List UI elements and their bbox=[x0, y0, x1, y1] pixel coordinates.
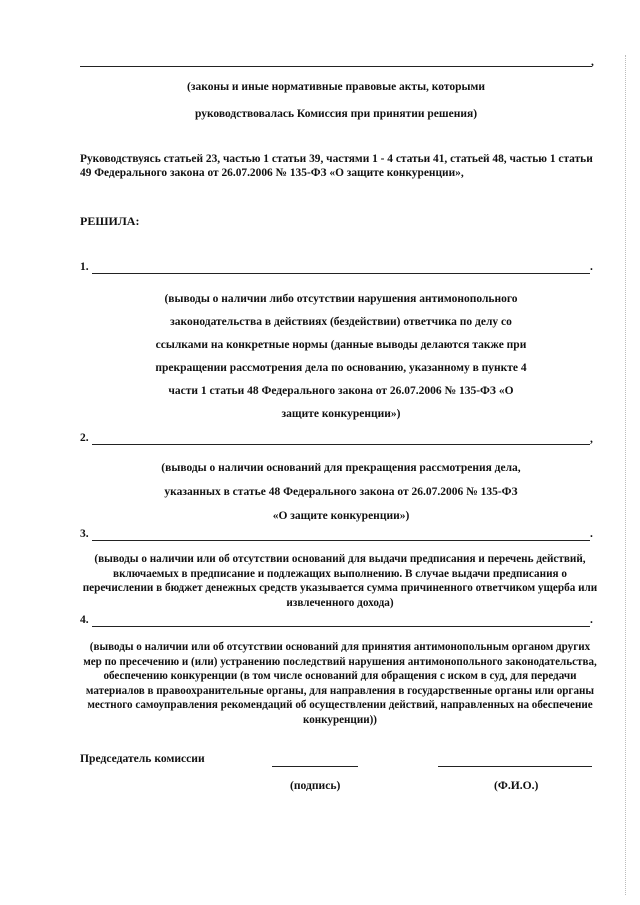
item-3-period: . bbox=[590, 528, 593, 540]
item-3-caption-line: перечислении в бюджет денежных средств указывается сумма причиненного ответчиком ущерба или bbox=[82, 582, 598, 594]
item-4-caption-line: обеспечению конкуренции (в том числе оснований для обращения с иском в суд, для передачи bbox=[103, 670, 577, 683]
item-1-caption-line: законодательства в действиях (бездействии) ответчика по делу со bbox=[170, 316, 512, 328]
item-3-caption bbox=[82, 552, 598, 610]
item-2-caption bbox=[92, 456, 590, 528]
guided-by-paragraph bbox=[80, 152, 600, 180]
item-4-caption-line: конкуренции)) bbox=[302, 713, 378, 726]
item-1-caption-line: защите конкуренции») bbox=[281, 408, 401, 420]
laws-caption-line-2: руководствовалась Комиссия при принятии решения) bbox=[194, 108, 478, 120]
signature-caption: (подпись) bbox=[290, 779, 341, 792]
item-2-caption-line: (выводы о наличии оснований для прекращения рассмотрения дела, bbox=[161, 462, 521, 474]
item-1-caption-line: прекращении рассмотрения дела по основанию, указанному в пункте 4 bbox=[155, 362, 527, 374]
item-3-caption-line: (выводы о наличии или об отсутствии оснований для выдачи предписания и перечень действий, bbox=[94, 553, 586, 565]
item-1-caption-line: ссылками на конкретные нормы (данные выводы делаются также при bbox=[155, 339, 527, 351]
laws-fill-line bbox=[80, 66, 592, 67]
laws-caption-line-1: (законы и иные нормативные правовые акты, которыми bbox=[187, 81, 485, 93]
item-2-caption-line: «О защите конкуренции») bbox=[272, 510, 410, 522]
scan-edge-line bbox=[625, 55, 626, 895]
item-2-comma: , bbox=[590, 433, 593, 445]
item-4-period: . bbox=[590, 614, 593, 626]
item-1-fill-line bbox=[92, 273, 590, 274]
laws-fill-comma: , bbox=[591, 56, 594, 68]
item-4-caption bbox=[78, 640, 602, 728]
item-4-fill-line bbox=[92, 626, 590, 627]
item-1-caption bbox=[92, 288, 590, 426]
name-line bbox=[438, 766, 592, 767]
item-4-number: 4. bbox=[80, 614, 89, 626]
item-3-fill-line bbox=[92, 540, 590, 541]
item-1-number: 1. bbox=[80, 261, 89, 273]
item-4-caption-line: материалов в правоохранительные органы, для направления в государственные органы или органы bbox=[85, 684, 595, 697]
item-1-caption-line: (выводы о наличии либо отсутствии нарушения антимонопольного bbox=[164, 293, 518, 305]
item-3-caption-line: включаемых в предписание и подлежащих выполнению. В случае выдачи предписания о bbox=[113, 567, 567, 580]
item-2-number: 2. bbox=[80, 432, 89, 444]
signature-line bbox=[272, 766, 358, 767]
decided-heading: РЕШИЛА: bbox=[80, 214, 140, 228]
laws-caption bbox=[80, 80, 592, 121]
item-1-period: . bbox=[590, 261, 593, 273]
item-3-number: 3. bbox=[80, 528, 89, 540]
item-1-caption-line: части 1 статьи 48 Федерального закона от 26.07.2006 № 135-ФЗ «О bbox=[168, 385, 514, 397]
name-caption: (Ф.И.О.) bbox=[494, 779, 539, 792]
item-3-caption-line: извлеченного дохода) bbox=[286, 596, 394, 609]
item-4-caption-line: местного самоуправления рекомендаций об осуществлении действий, направленных на обеспечение bbox=[87, 699, 593, 712]
item-2-caption-line: указанных в статье 48 Федерального закона от 26.07.2006 № 135-ФЗ bbox=[164, 486, 518, 498]
chairman-label: Председатель комиссии bbox=[80, 752, 205, 765]
item-4-caption-line: (выводы о наличии или об отсутствии оснований для принятия антимонопольным органом других bbox=[89, 641, 591, 653]
item-4-caption-line: мер по пресечению и (или) устранению последствий нарушения антимонопольного законодательства, bbox=[83, 655, 597, 668]
guided-by-line-2: 49 Федерального закона от 26.07.2006 № 135-ФЗ «О защите конкуренции», bbox=[80, 167, 464, 179]
guided-by-line-1: Руководствуясь статьей 23, частью 1 статьи 39, частями 1 - 4 статьи 41, статьей 48, частью 1 статьи bbox=[80, 153, 593, 165]
item-2-fill-line bbox=[92, 444, 590, 445]
